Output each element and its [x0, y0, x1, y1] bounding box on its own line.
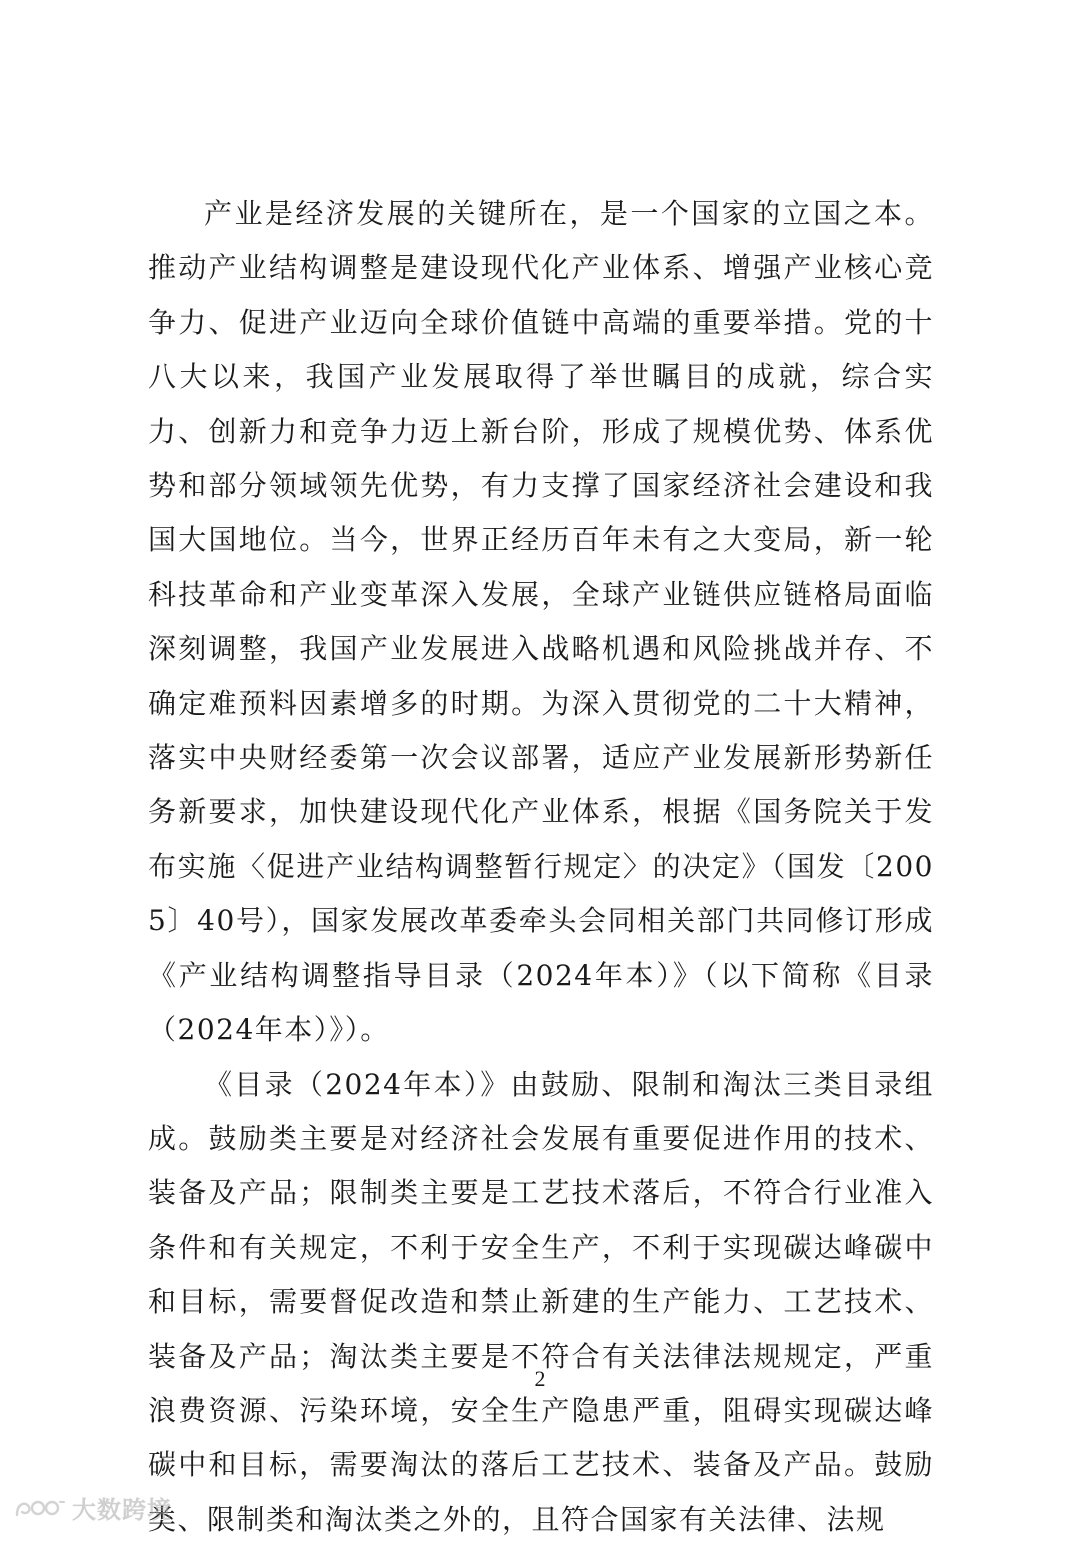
brand-logo-icon [14, 1497, 66, 1519]
watermark-text: 大数跨境 [72, 1490, 172, 1525]
paragraph-intro: 产业是经济发展的关键所在，是一个国家的立国之本。推动产业结构调整是建设现代化产业体系、增强产业核心竞争力、促进产业迈向全球价值链中高端的重要举措。党的十八大以来，我国产业发展取得了举世瞩目的成就，综合实力、创新力和竞争力迈上新台阶，形成了规模优势、体系优势和部分领域领先优势，有力支撑了国家经济社会建设和我国大国地位。当今，世界正经历百年未有之大变局，新一轮科技革命和产业变革深入发展，全球产业链供应链格局面临深刻调整，我国产业发展进入战略机遇和风险挑战并存、不确定难预料因素增多的时期。为深入贯彻党的二十大精神，落实中央财经委第一次会议部署，适应产业发展新形势新任务新要求，加快建设现代化产业体系，根据《国务院关于发布实施〈促进产业结构调整暂行规定〉的决定》（国发〔2005〕40号），国家发展改革委牵头会同相关部门共同修订形成《产业结构调整指导目录（2024年本）》（以下简称《目录（2024年本）》）。 [148, 187, 934, 1058]
page-number: 2 [0, 1366, 1080, 1392]
document-body [148, 187, 934, 1547]
paragraph-catalog-composition: 《目录（2024年本）》由鼓励、限制和淘汰三类目录组成。鼓励类主要是对经济社会发展有重要促进作用的技术、装备及产品；限制类主要是工艺技术落后，不符合行业准入条件和有关规定，不利于安全生产，不利于实现碳达峰碳中和目标，需要督促改造和禁止新建的生产能力、工艺技术、装备及产品；淘汰类主要是不符合有关法律法规规定，严重浪费资源、污染环境，安全生产隐患严重，阻碍实现碳达峰碳中和目标，需要淘汰的落后工艺技术、装备及产品。鼓励类、限制类和淘汰类之外的，且符合国家有关法律、法规 [148, 1058, 934, 1547]
watermark [14, 1490, 172, 1525]
